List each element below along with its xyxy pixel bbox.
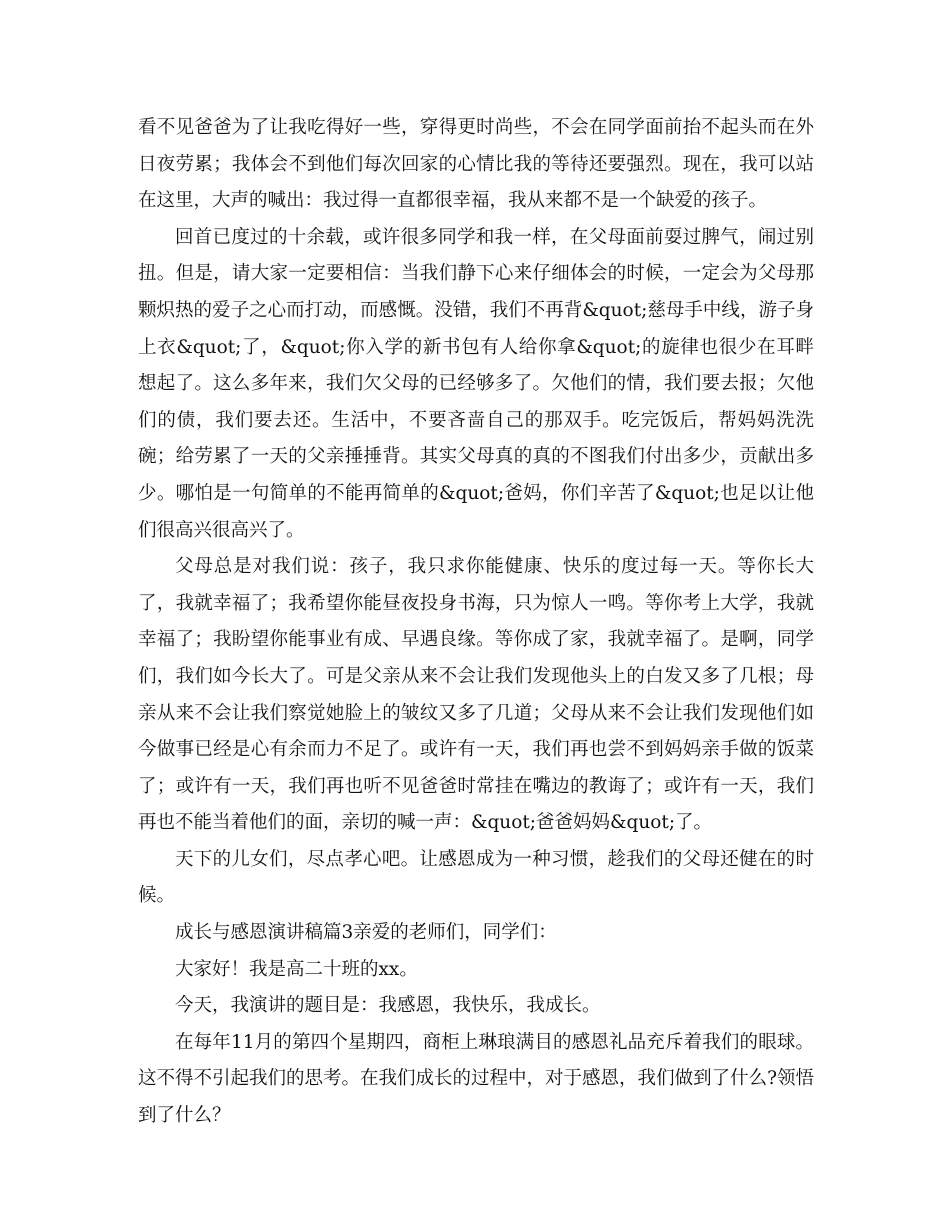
- paragraph-thanksgiving: 在每年11月的第四个星期四，商柜上琳琅满目的感恩礼品充斥着我们的眼球。这不得不引起我们的思考。在我们成长的过程中，对于感恩，我们做到了什么?领悟到了什么？: [138, 1031, 814, 1127]
- paragraph-topic: 今天，我演讲的题目是：我感恩，我快乐，我成长。: [175, 995, 601, 1017]
- paragraph-continuation: 看不见爸爸为了让我吃得好一些，穿得更时尚些，不会在同学面前抬不起头而在外日夜劳累；我体会不到他们每次回家的心情比我的等待还要强烈。现在，我可以站在这里，大声的喊出：我过得一直都很幸福，我从来都不是一个缺爱的孩子。: [138, 117, 814, 212]
- paragraph-greeting: 大家好！我是高二十班的xx。: [175, 958, 418, 980]
- paragraph-looking-back: 回首已度过的十余载，或许很多同学和我一样，在父母面前耍过脾气，闹过别扭。但是，请大家一定要相信：当我们静下心来仔细体会的时候，一定会为父母那颗炽热的爱子之心而打动，而感慨。没错，我们不再背&quot;慈母手中线，游子身上衣&quot;了，&quot;你入学的新书包有人给你拿&quot;的旋律也很少在耳畔想起了。这么多年来，我们欠父母的已经够多了。欠他们的情，我们要去报；欠他们的债，我们要去还。生活中，不要吝啬自己的那双手。吃完饭后，帮妈妈洗洗碗；给劳累了一天的父亲捶捶背。其实父母真的真的不图我们付出多少，贡献出多少。哪怕是一句简单的不能再简单的&quot;爸妈，你们辛苦了&quot;也足以让他们很高兴很高兴了。: [138, 226, 814, 541]
- paragraph-parents-say: 父母总是对我们说：孩子，我只求你能健康、快乐的度过每一天。等你长大了，我就幸福了；我希望你能昼夜投身书海，只为惊人一鸣。等你考上大学，我就幸福了；我盼望你能事业有成、早遇良缘。等你成了家，我就幸福了。是啊，同学们，我们如今长大了。可是父亲从来不会让我们发现他头上的白发又多了几根；母亲从来不会让我们察觉她脸上的皱纹又多了几道；父母从来不会让我们发现他们如今做事已经是心有余而力不足了。或许有一天，我们再也尝不到妈妈亲手做的饭菜了；或许有一天，我们再也听不见爸爸时常挂在嘴边的教诲了；或许有一天，我们再也不能当着他们的面，亲切的喊一声：&quot;爸爸妈妈&quot;了。: [138, 556, 814, 834]
- paragraph-speech-3-heading: 成长与感恩演讲稿篇3亲爱的老师们，同学们：: [175, 922, 557, 944]
- paragraph-filial-piety: 天下的儿女们，尽点孝心吧。让感恩成为一种习惯，趁我们的父母还健在的时候。: [138, 848, 814, 907]
- document-body: [138, 110, 814, 1135]
